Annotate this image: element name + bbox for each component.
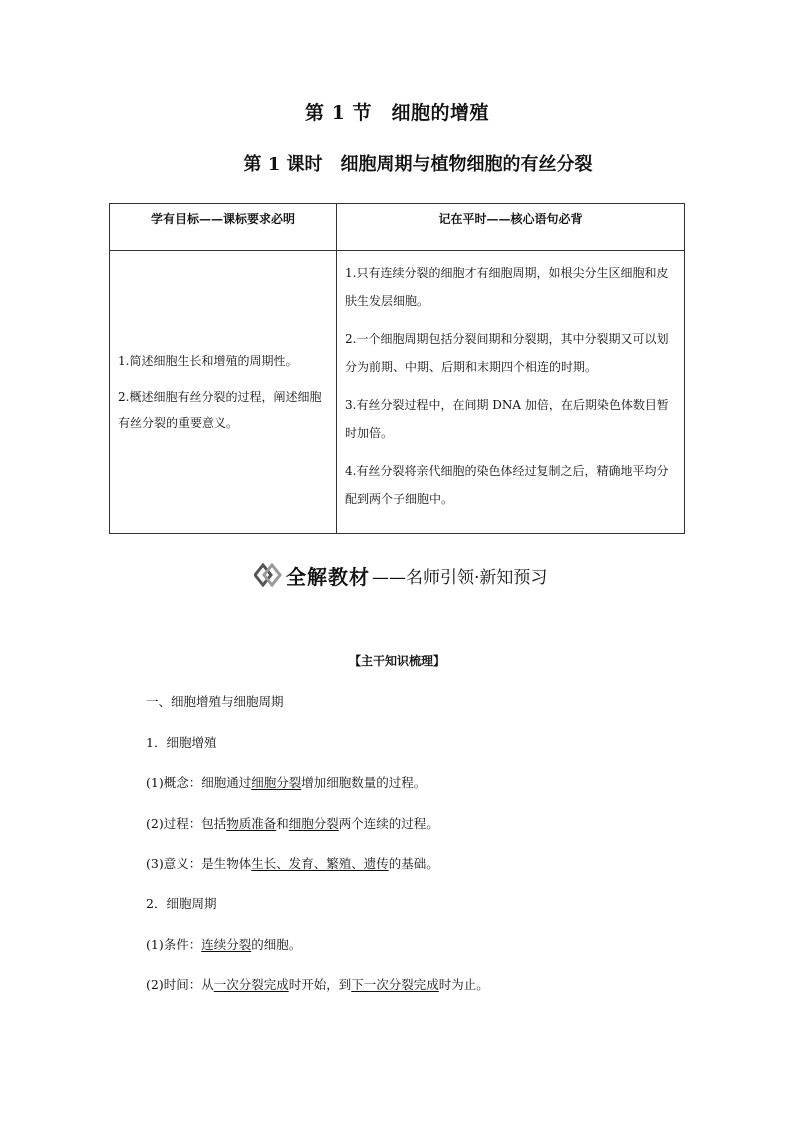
underlined-answer: 细胞分裂 — [251, 775, 302, 790]
lesson-subtitle: 第 1 课时 细胞周期与植物细胞的有丝分裂 — [243, 154, 593, 175]
key-sentence: 2.一个细胞周期包括分裂间期和分裂期，其中分裂期又可以划分为前期、中期、后期和末期四个相连的时期。 — [345, 332, 669, 374]
table-header-key-sentences: 记在平时——核心语句必背 — [337, 204, 685, 251]
section-title: 【主干知识梳理】 — [348, 654, 445, 668]
goal-item: 2.概述细胞有丝分裂的过程，阐述细胞有丝分裂的重要意义。 — [118, 390, 322, 430]
table-header-goals: 学有目标——课标要求必明 — [110, 204, 337, 251]
banner-sub-text: ——名师引领·新知预习 — [372, 567, 548, 588]
text: 时为止。 — [438, 977, 489, 992]
heading-cell-proliferation: 1．细胞增殖 — [146, 735, 217, 750]
text: 和 — [276, 816, 289, 831]
text: 的细胞。 — [251, 937, 302, 952]
text: 时开始，到 — [288, 977, 352, 992]
text: (3)意义：是生物体 — [146, 856, 252, 871]
condition-line — [146, 935, 301, 953]
key-sentence: 4.有丝分裂将亲代细胞的染色体经过复制之后，精确地平均分配到两个子细胞中。 — [345, 464, 669, 506]
underlined-answer: 物质准备 — [226, 816, 277, 831]
page-title: 第 1 节 细胞的增殖 — [305, 102, 489, 124]
meaning-line — [146, 854, 439, 872]
underlined-answer: 下一次分裂完成 — [351, 977, 439, 992]
underlined-answer: 连续分裂 — [201, 937, 252, 952]
process-line — [146, 814, 439, 832]
underlined-answer: 一次分裂完成 — [213, 977, 289, 992]
underlined-answer: 细胞分裂 — [288, 816, 339, 831]
banner-main-text: 全解教材 — [286, 564, 370, 589]
table-body-row — [110, 251, 685, 534]
concept-line — [146, 773, 426, 791]
text: (2)过程：包括 — [146, 816, 227, 831]
key-sentences-cell — [337, 251, 685, 534]
key-sentence: 1.只有连续分裂的细胞才有细胞周期，如根尖分生区细胞和皮肤生发层细胞。 — [345, 266, 669, 308]
underlined-answer: 生长、发育、繁殖、遗传 — [251, 856, 389, 871]
key-sentence: 3.有丝分裂过程中，在间期 DNA 加倍，在后期染色体数目暂时加倍。 — [345, 398, 669, 440]
diamond-logo-icon — [254, 563, 282, 587]
text: (1)条件： — [146, 937, 202, 952]
heading-cell-cycle: 2．细胞周期 — [146, 896, 217, 911]
text: 的基础。 — [388, 856, 439, 871]
text: (2)时间：从 — [146, 977, 214, 992]
heading-cell-proliferation-cycle: 一、细胞增殖与细胞周期 — [146, 694, 284, 709]
text: 两个连续的过程。 — [338, 816, 439, 831]
text: 增加细胞数量的过程。 — [301, 775, 427, 790]
goal-item: 1.简述细胞生长和增殖的周期性。 — [118, 354, 298, 368]
goals-cell — [110, 251, 337, 534]
time-line — [146, 975, 489, 993]
section-banner — [254, 560, 547, 590]
goals-table — [109, 203, 685, 534]
table-header-row — [110, 204, 685, 251]
text: (1)概念：细胞通过 — [146, 775, 252, 790]
